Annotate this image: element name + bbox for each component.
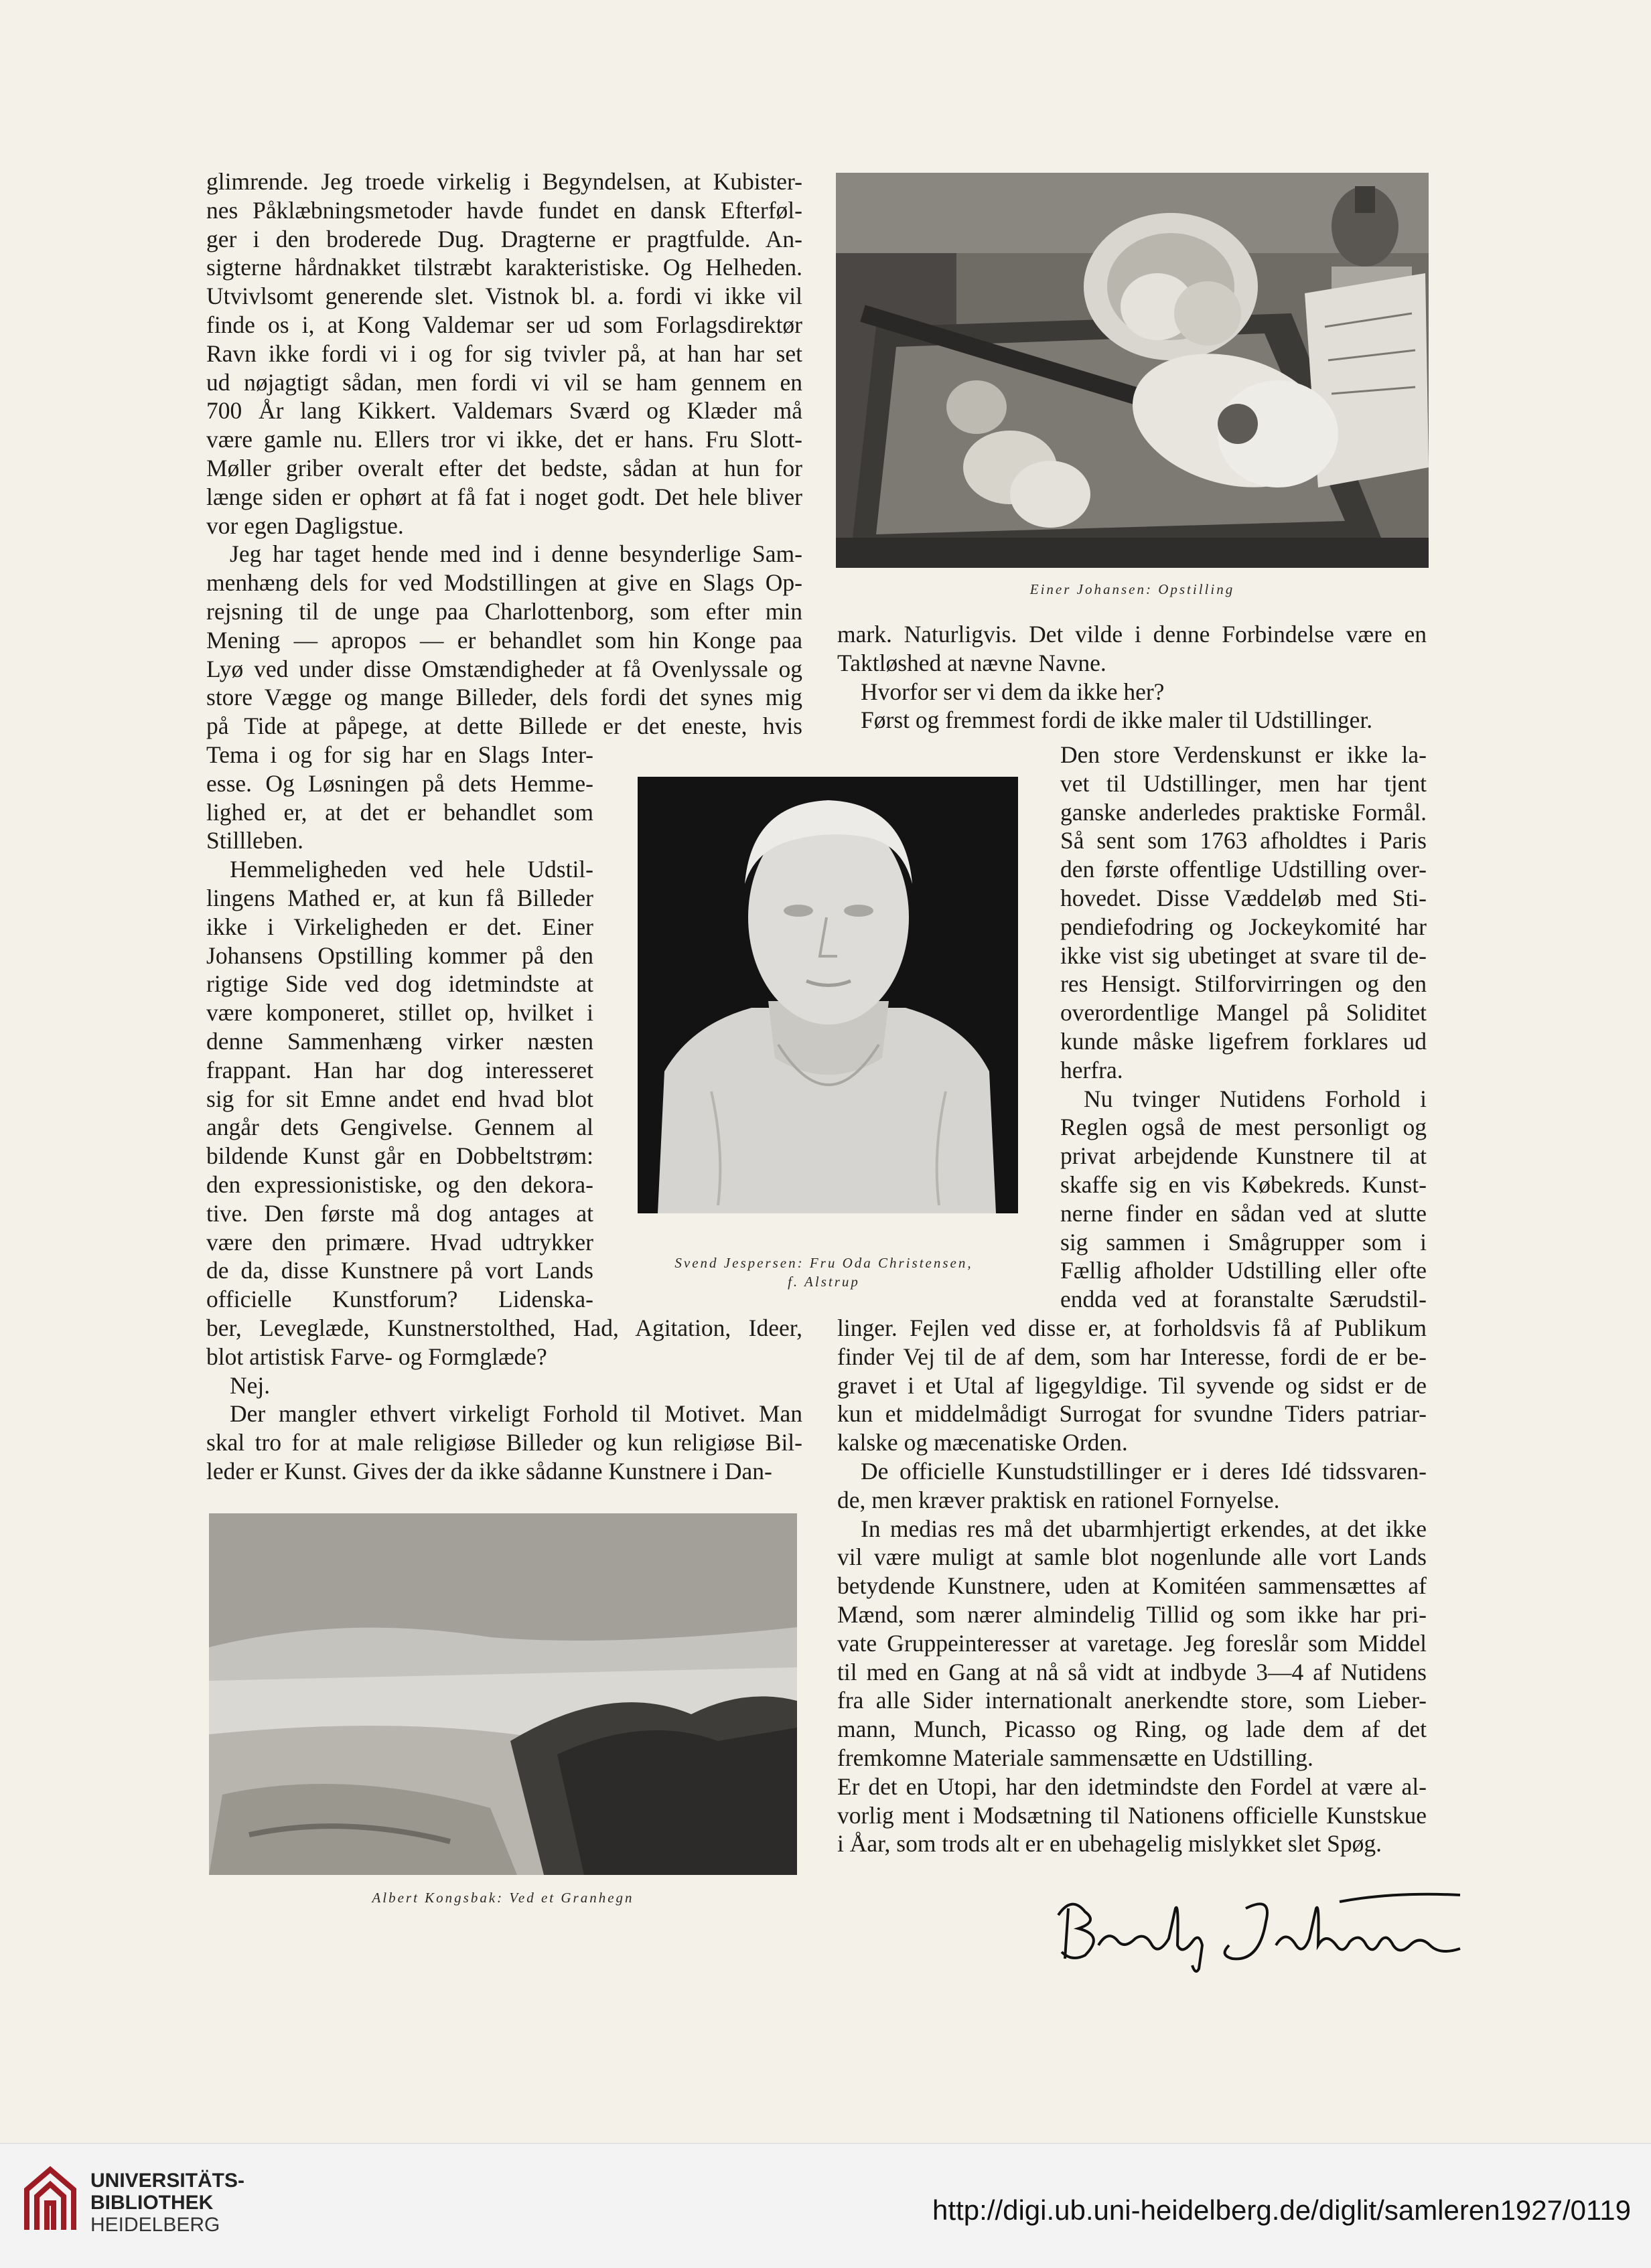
text-line: de da, disse Kunstnere på vort Lands <box>206 1257 593 1284</box>
library-logo-icon <box>20 2163 80 2237</box>
text-column-right-top <box>837 620 1427 735</box>
text-line: Tema i og for sig har en Slags Inter- <box>206 741 593 768</box>
text-column-right-bottom <box>837 1314 1427 1858</box>
text-line: til med en Gang at nå så vidt at indbyde 3—4 af Nutidens <box>837 1658 1427 1685</box>
text-line: den expressionistiske, og den dekora- <box>206 1170 593 1198</box>
library-footer <box>0 2143 1651 2268</box>
text-column-left-top <box>206 167 802 741</box>
text-line: vorlig ment i Modsætning til Nationens officielle Kunstskue <box>837 1801 1427 1829</box>
text-line: kunde måske ligefrem forklares ud <box>1060 1027 1427 1055</box>
text-line: Jeg har taget hende med ind i denne besynderlige Sam- <box>230 540 802 568</box>
text-line: Mening — apropos — er behandlet som hin Konge paa <box>206 626 802 654</box>
text-line: nerne finder en sådan ved at slutte <box>1060 1199 1427 1227</box>
text-line: den første offentlige Udstilling over- <box>1060 856 1427 883</box>
still-life-painting <box>836 173 1429 568</box>
text-line: Mænd, som nærer almindelig Tillid og som ikke har pri- <box>837 1600 1427 1628</box>
text-line: lighed er, at det er behandlet som <box>206 798 593 826</box>
text-line: Taktløshed at nævne Navne. <box>837 649 1106 676</box>
text-line: In medias res må det ubarmhjertigt erkendes, at det ikke <box>861 1515 1427 1542</box>
text-line: vor egen Dagligstue. <box>206 512 404 539</box>
still-life-image <box>836 173 1429 568</box>
text-line: ber, Leveglæde, Kunstnerstolthed, Had, Agitation, Ideer, <box>206 1314 802 1341</box>
text-line: leder er Kunst. Gives der da ikke sådanne Kunstnere i Dan- <box>206 1457 772 1485</box>
text-line: Først og fremmest fordi de ikke maler til Udstillinger. <box>861 706 1373 734</box>
text-line: store Vægge og mange Billeder, dels fordi det synes mig <box>206 684 802 711</box>
text-line: hovedet. Disse Væddeløb med Sti- <box>1060 884 1427 911</box>
library-name-line3: HEIDELBERG <box>90 2214 220 2236</box>
text-line: skaffe sig en vis Købekreds. Kunst- <box>1060 1170 1427 1198</box>
text-line: finde os i, at Kong Valdemar ser ud som Forlagsdirektør <box>206 311 802 338</box>
text-line: glimrende. Jeg troede virkelig i Begyndelsen, at Kubister- <box>206 168 802 195</box>
text-line: Den store Verdenskunst er ikke la- <box>1060 741 1427 768</box>
text-line: esse. Og Løsningen på dets Hemme- <box>206 769 593 797</box>
text-column-left-middle <box>206 741 593 1314</box>
text-line: 700 År lang Kikkert. Valdemars Sværd og Klæder må <box>206 397 802 425</box>
bust-caption-line2: f. Alstrup <box>788 1274 860 1290</box>
text-line: blot artistisk Farve- og Formglæde? <box>206 1343 547 1370</box>
text-line: Fællig afholder Udstilling eller ofte <box>1060 1257 1427 1284</box>
bust-image <box>638 777 1018 1213</box>
text-line: ikke i Virkeligheden er det. Einer <box>206 913 593 940</box>
text-column-right-middle <box>1060 741 1427 1314</box>
text-line: Så sent som 1763 afholdtes i Paris <box>1060 827 1427 854</box>
text-line: sigterne hårdnakket tilstræbt karakteristiske. Og Helheden. <box>206 254 802 281</box>
text-line: res Hensigt. Stilforvirringen og den <box>1060 970 1427 998</box>
text-line: være den primære. Hvad udtrykker <box>206 1228 593 1256</box>
text-line: kalske og mæcenatiske Orden. <box>837 1429 1128 1456</box>
text-line: Hemmeligheden ved hele Udstil- <box>230 856 593 883</box>
signature <box>1045 1882 1474 1975</box>
document-url[interactable]: http://digi.ub.uni-heidelberg.de/diglit/samleren1927/0119 <box>932 2194 1631 2226</box>
text-line: angår dets Gengivelse. Gennem al <box>206 1114 593 1141</box>
text-line: pendiefodring og Jockeykomité har <box>1060 913 1427 940</box>
text-line: sig sammen i Smågrupper som i <box>1060 1228 1427 1256</box>
library-name-line1: UNIVERSITÄTS- <box>90 2170 245 2192</box>
library-name <box>90 2170 244 2236</box>
landscape-caption: Albert Kongsbak: Ved et Granhegn <box>372 1890 634 1906</box>
text-line: være komponeret, stillet op, hvilket i <box>206 999 593 1027</box>
text-line: mann, Munch, Picasso og Ring, og lade dem af det <box>837 1716 1427 1743</box>
text-line: i Åar, som trods alt er en ubehagelig mislykket slet Spøg. <box>837 1830 1382 1858</box>
text-line: længe siden er ophørt at få fat i noget godt. Det hele bliver <box>206 483 802 510</box>
text-line: Johansens Opstilling kommer på den <box>206 941 593 969</box>
text-line: ud nøjagtigt sådan, men fordi vi vil se ham gennem en <box>206 368 802 396</box>
text-line: linger. Fejlen ved disse er, at forholdsvis få af Publikum <box>837 1314 1427 1341</box>
text-line: Ravn ikke fordi vi i og for sig tvivler på, at han har set <box>206 339 802 367</box>
text-line: menhæng dels for ved Modstillingen at give en Slags Op- <box>206 569 802 597</box>
text-line: overordentlige Mangel på Soliditet <box>1060 999 1427 1027</box>
text-line: endda ved at foranstalte Særudstil- <box>1060 1286 1427 1313</box>
text-line: denne Sammenhæng virker næsten <box>206 1027 593 1055</box>
text-line: Lyø ved under disse Omstændigheder at få Ovenlyssale og <box>206 655 802 682</box>
text-line: tive. Den første må dog antages at <box>206 1199 593 1227</box>
text-line: Nu tvinger Nutidens Forhold i <box>1084 1085 1427 1112</box>
library-name-line2: BIBLIOTHEK <box>90 2192 214 2214</box>
text-line: betydende Kunstnere, uden at Komitéen sammensættes af <box>837 1572 1427 1600</box>
text-line: rigtige Side ved dog idetmindste at <box>206 970 593 998</box>
text-line: Reglen også de mest personligt og <box>1060 1114 1427 1141</box>
text-line: sig for sit Emne andet end hvad blot <box>206 1085 593 1112</box>
text-line: De officielle Kunstudstillinger er i deres Idé tidssvaren- <box>861 1457 1427 1485</box>
text-line: Hvorfor ser vi dem da ikke her? <box>861 678 1165 705</box>
text-line: officielle Kunstforum? Lidenska- <box>206 1286 593 1313</box>
text-line: Stillleben. <box>206 827 303 854</box>
text-line: lingens Mathed er, at kun få Billeder <box>206 884 593 911</box>
text-line: mark. Naturligvis. Det vilde i denne Forbindelse være en <box>837 621 1427 648</box>
text-line: kun et middelmådigt Surrogat for svundne Tiders patriar- <box>837 1400 1427 1428</box>
text-line: ikke vist sig ubetinget at svare til de- <box>1060 941 1427 969</box>
still-life-caption: Einer Johansen: Opstilling <box>1029 581 1235 597</box>
text-line: herfra. <box>1060 1056 1123 1083</box>
text-line: gravet i et Utal af ligegyldige. Til syvende og sidst er de <box>837 1371 1427 1399</box>
text-line: rejsning til de unge paa Charlottenborg, som efter min <box>206 597 802 625</box>
text-line: være gamle nu. Ellers tror vi ikke, det er hans. Fru Slott- <box>206 426 802 453</box>
text-line: ger i den broderede Dug. Dragterne er pragtfulde. An- <box>206 225 802 252</box>
text-line: vate Gruppeinteresser at varetage. Jeg foreslår som Middel <box>837 1629 1427 1657</box>
landscape-painting <box>209 1513 797 1875</box>
bust-photograph <box>638 777 1018 1213</box>
text-line: Møller griber overalt efter det bedste, sådan at hun for <box>206 454 802 481</box>
text-line: nes Påklæbningsmetoder havde fundet en dansk Efterføl- <box>206 196 802 224</box>
text-line: skal tro for at male religiøse Billeder og kun religiøse Bil- <box>206 1429 802 1456</box>
text-line: bildende Kunst går en Dobbeltstrøm: <box>206 1142 593 1170</box>
text-line: de, men kræver praktisk en rationel Fornyelse. <box>837 1486 1280 1513</box>
text-line: fremkomne Materiale sammensætte en Udstilling. <box>837 1744 1313 1771</box>
text-line: vet til Udstillinger, men har tjent <box>1060 769 1427 797</box>
text-line: ganske anderledes praktiske Formål. <box>1060 798 1427 826</box>
text-line: frappant. Han har dog interesseret <box>206 1056 593 1083</box>
text-line: Utvivlsomt generende slet. Vistnok bl. a. fordi vi ikke vil <box>206 283 802 310</box>
signature-handwriting <box>1045 1882 1474 1975</box>
text-column-left-bottom <box>206 1314 802 1486</box>
text-line: Er det en Utopi, har den idetmindste den Fordel at være al- <box>837 1772 1427 1800</box>
text-line: Der mangler ethvert virkeligt Forhold til Motivet. Man <box>230 1400 802 1428</box>
text-line: vil være muligt at samle blot nogenlunde alle vort Lands <box>837 1543 1427 1571</box>
text-line: privat arbejdende Kunstnere til at <box>1060 1142 1427 1170</box>
text-line: på Tide at påpege, at dette Billede er det eneste, hvis <box>206 712 802 740</box>
text-line: Nej. <box>230 1371 271 1399</box>
landscape-image <box>209 1513 797 1875</box>
text-line: fra alle Sider internationalt anerkendte store, som Lieber- <box>837 1687 1427 1714</box>
bust-caption-line1: Svend Jespersen: Fru Oda Christensen, <box>674 1255 973 1271</box>
text-line: finder Vej til de af dem, som har Interesse, fordi de er be- <box>837 1343 1427 1370</box>
